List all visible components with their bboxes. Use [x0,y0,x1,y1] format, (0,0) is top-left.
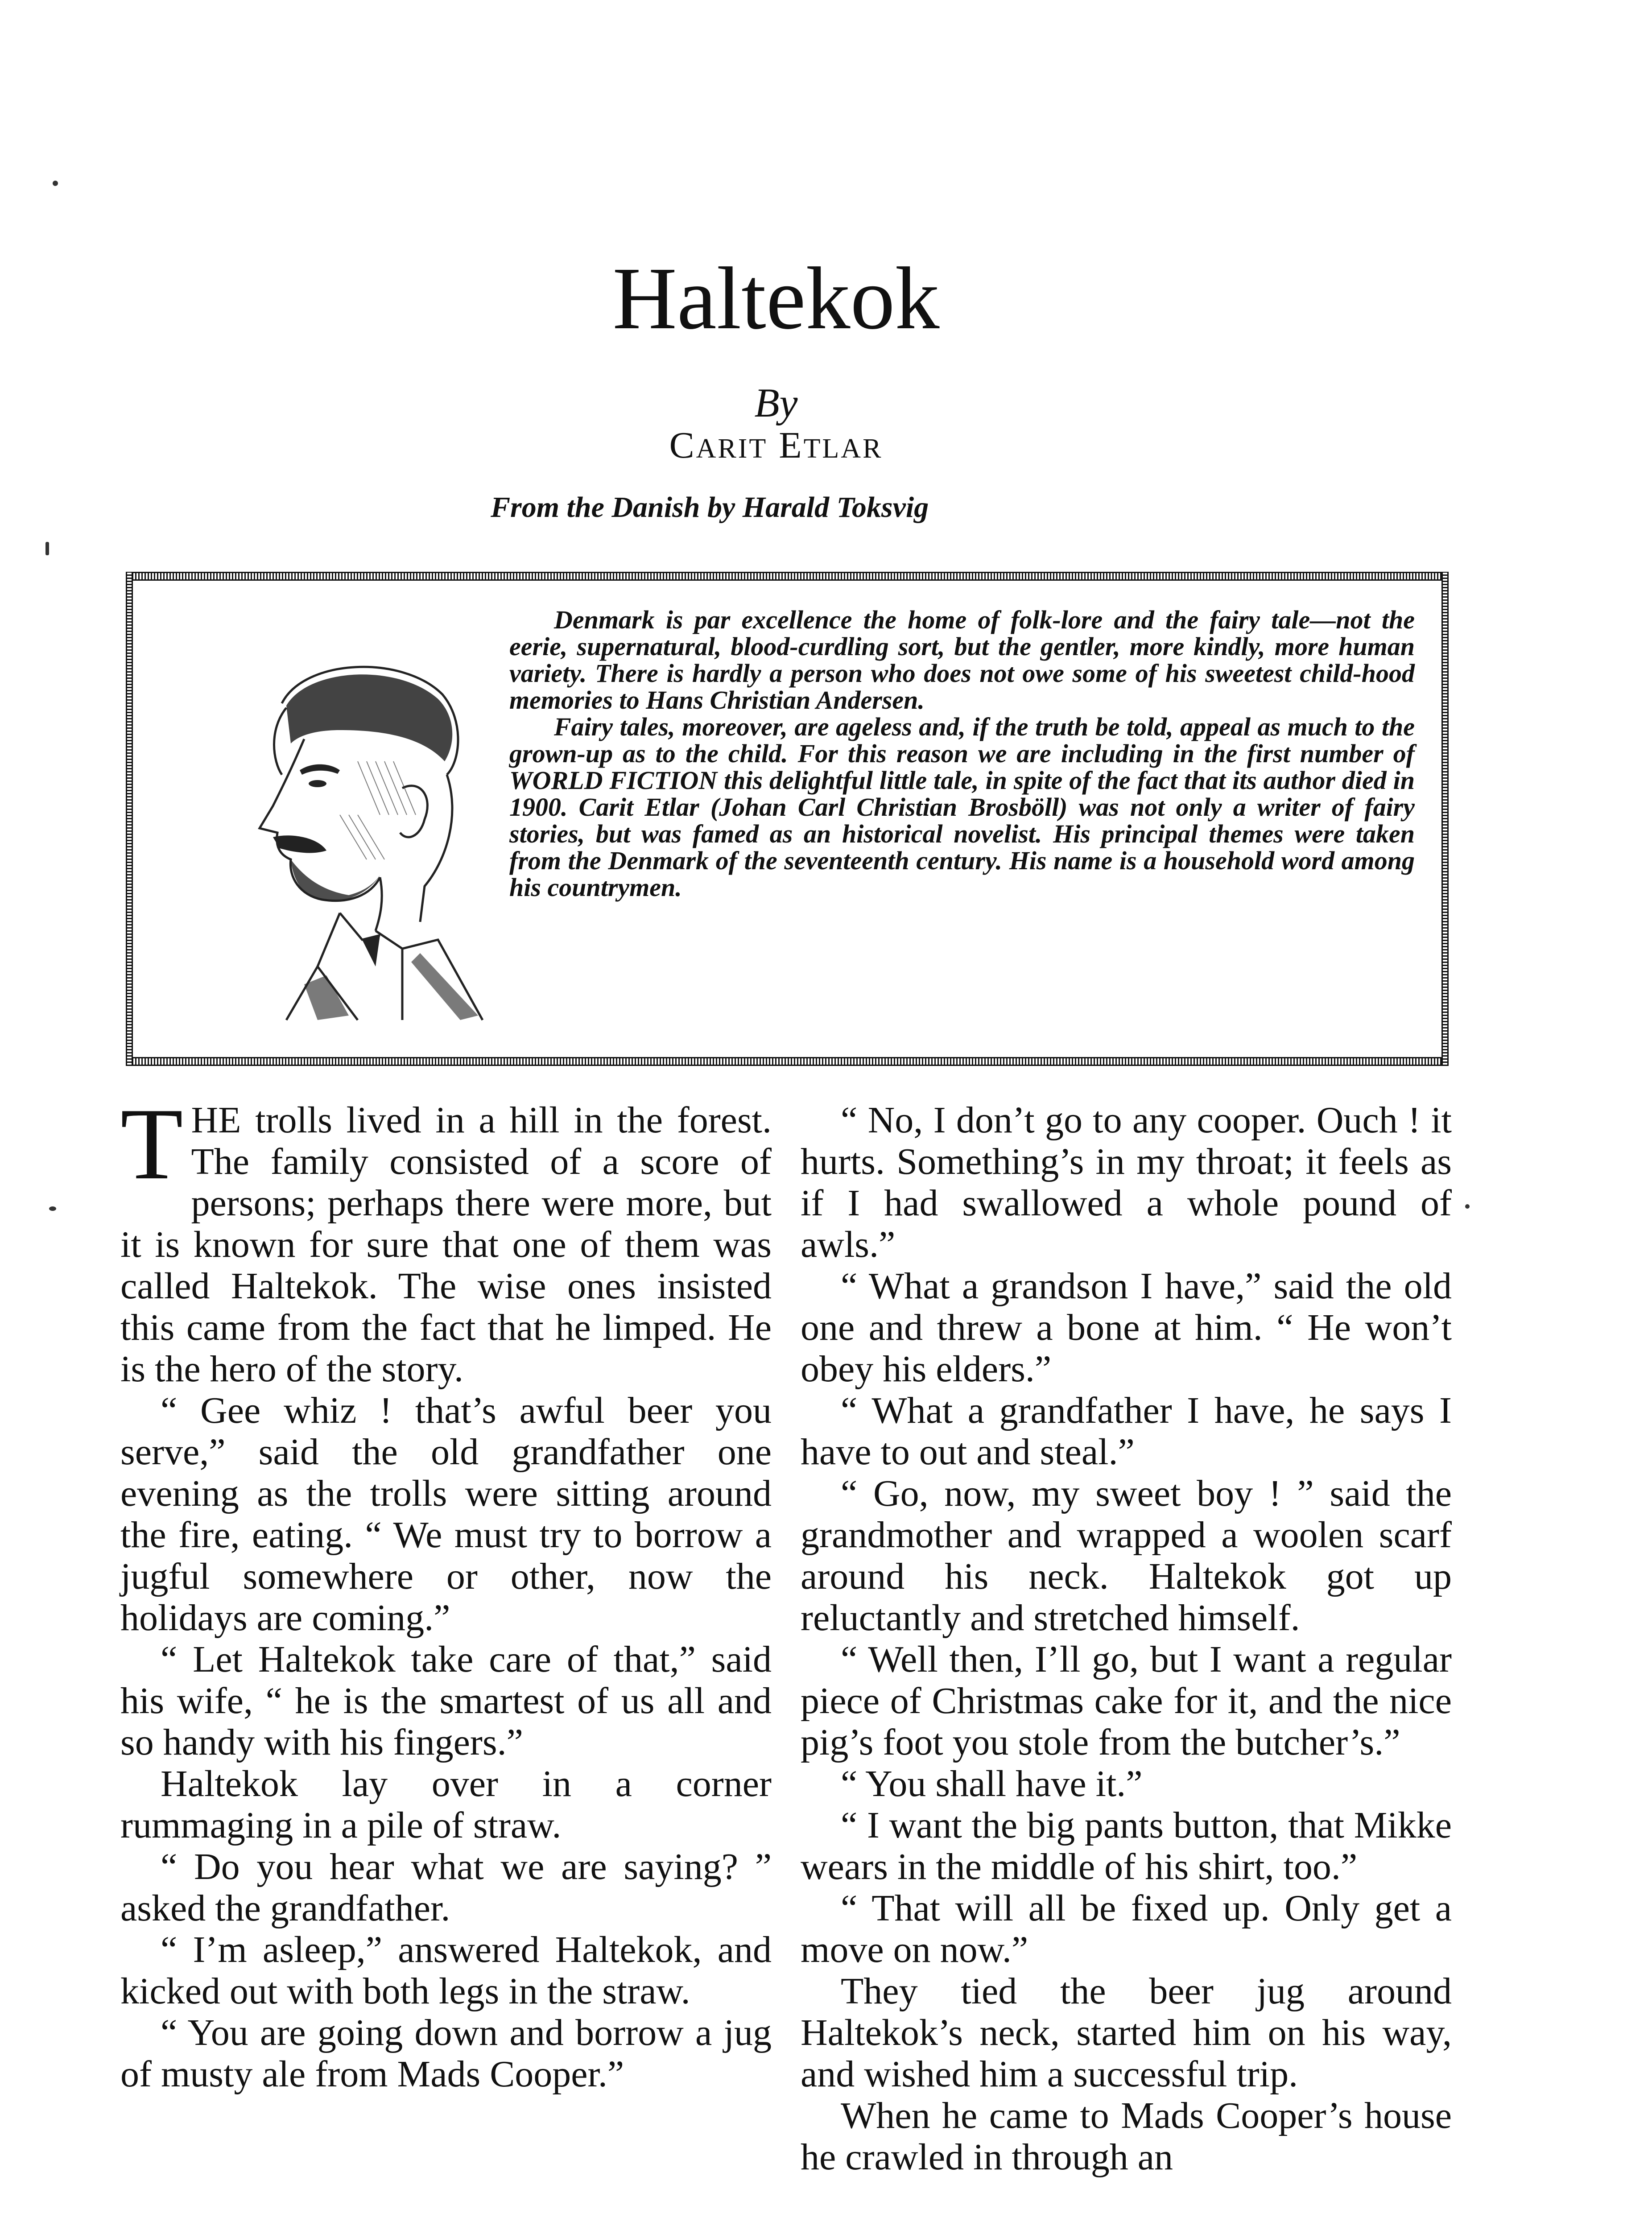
intro-border-top [126,572,1449,581]
story-paragraph: “ Go, now, my sweet boy ! ” said the grandmother and wrapped a woolen scarf around his neck. Haltekok got up reluctantly and stretched himself. [801,1473,1452,1639]
story-paragraph: “ You are going down and borrow a jug of musty ale from Mads Cooper.” [120,2012,772,2095]
print-speck [1465,1204,1470,1209]
print-speck [45,542,49,555]
story-paragraph: “ Gee whiz ! that’s awful beer you serve,” said the old grandfather one evening as the trolls were sitting around the fire, eating. “ We must try to borrow a jugful somewhere or other, now the holidays are coming.” [120,1390,772,1639]
story-paragraph: “ No, I don’t go to any cooper. Ouch ! it hurts. Something’s in my throat; it feels as if I had swallowed a whole pound of awls.” [801,1099,1452,1265]
story-paragraph: “ Do you hear what we are saying? ” asked the grandfather. [120,1846,772,1929]
intro-border-left [126,572,133,1066]
intro-paragraph: Fairy tales, moreover, are ageless and, if the truth be told, appeal as much to the grown-up as to the child. For this reason we are including in the first number of WORLD FICTION this delightful little tale, in spite of the fact that its author died in 1900. Carit Etlar (Johan Carl Christian Brosböll) was not only a writer of fairy stories, but was famed as an historical novelist. His principal themes were taken from the Denmark of the seventeenth century. His name is a household word among his countrymen. [509,712,1415,902]
story-paragraph: “ I want the big pants button, that Mikke wears in the middle of his shirt, too.” [801,1805,1452,1887]
story-paragraph: They tied the beer jug around Haltekok’s neck, started him on his way, and wished him a successful trip. [801,1970,1452,2095]
story-paragraph: “ I’m asleep,” answered Haltekok, and kicked out with both legs in the straw. [120,1929,772,2012]
story-paragraph: THE trolls lived in a hill in the forest. The family consisted of a score of persons; perhaps there were more, but it is known for sure that one of them was called Haltekok. The wise ones insisted this came from the fact that he limped. He is the hero of the story. [120,1087,772,1390]
story-paragraph: “ What a grandson I have,” said the old one and threw a bone at him. “ He won’t obey his elders.” [801,1265,1452,1390]
story-column-right [801,1099,1452,2178]
story-paragraph: Haltekok lay over in a corner rummaging in a pile of straw. [120,1763,772,1846]
story-paragraph: “ What a grandfather I have, he says I have to out and steal.” [801,1390,1452,1473]
author-name: CARIT ETLAR [669,425,883,466]
intro-border-bottom [126,1057,1449,1066]
print-speck [49,1206,56,1211]
print-speck [53,181,58,186]
story-paragraph: “ That will all be fixed up. Only get a move on now.” [801,1887,1452,1970]
story-paragraph: “ Well then, I’ll go, but I want a regular piece of Christmas cake for it, and the nice pig’s foot you stole from the butcher’s.” [801,1639,1452,1763]
story-title: Haltekok [612,249,940,348]
story-column-left [120,1087,772,2095]
intro-border-right [1441,572,1449,1066]
story-paragraph: “ Let Haltekok take care of that,” said his wife, “ he is the smartest of us all and so handy with his fingers.” [120,1639,772,1763]
intro-box [126,572,1449,1066]
intro-paragraph: Denmark is par excellence the home of folk-lore and the fairy tale—not the eerie, supernatural, blood-curdling sort, but the gentler, more kindly, more human variety. There is hardly a person who does not owe some of his sweetest child-hood memories to Hans Christian Andersen. [509,605,1415,714]
drop-cap: T [120,1087,183,1201]
story-paragraph: “ You shall have it.” [841,1763,1143,1805]
author-portrait-icon [170,628,527,1029]
intro-text [509,607,1415,901]
story-paragraph: When he came to Mads Cooper’s house he crawled in through an [801,2095,1452,2178]
byline: By [754,380,798,425]
translator-credit: From the Danish by Harald Toksvig [491,491,929,524]
